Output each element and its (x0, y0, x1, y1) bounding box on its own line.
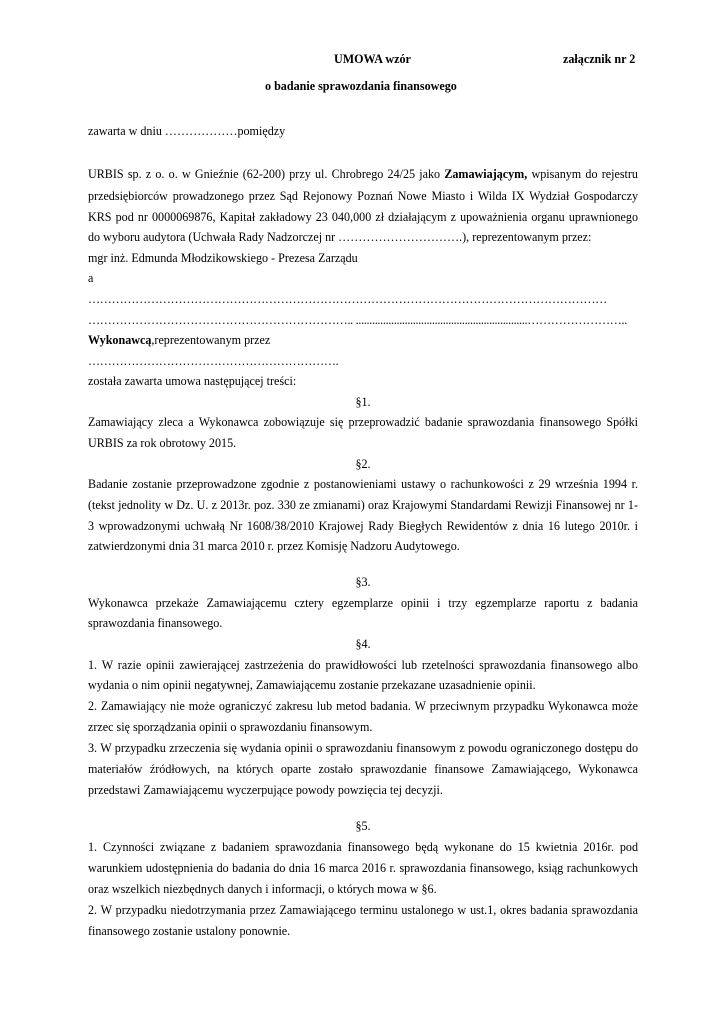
contractor-line (88, 333, 270, 348)
section-5-p1-line2: warunkiem udostępnienia do badania do dnia 16 marca 2016 r. sprawozdania finansowego, ksiąg rachunkowych (88, 861, 638, 875)
section-4-p1-line1: 1. W razie opinii zawierającej zastrzeżenia do prawidłowości lub rzetelności sprawozdania finansowego albo (88, 658, 638, 672)
section-2-heading: §2. (355, 457, 371, 471)
party1-line2: przedsiębiorców prowadzonego przez Sąd Rejonowy Poznań Nowe Miasto i Wilda IX Wydział Gospodarczy (88, 189, 638, 203)
contract-title: UMOWA wzór (334, 52, 411, 66)
section-4-p3-line1: 3. W przypadku zrzeczenia się wydania opinii o sprawozdaniu finansowym z powodu ograniczonego dostępu do (88, 741, 638, 755)
section-5-p1-line1: 1. Czynności związane z badaniem sprawozdania finansowego będą wykonane do 15 kwietnia 2016r. pod (88, 840, 638, 854)
section-4-p3-line2: materiałów źródłowych, na których oparte zostało sprawozdanie finansowe Zamawiającego, Wykonawca (88, 762, 638, 776)
section-5-heading: §5. (355, 819, 371, 833)
blank-line-2: ………………………………………………………….. ...............................................................…………………….. (88, 313, 628, 327)
section-4-p1-line2: wydania o nim opinii negatywnej, Zamawiającemu zostanie przekazane uzasadnienie opinii. (88, 678, 536, 692)
section-2-line3: 3 wprowadzonymi uchwałą Nr 1608/38/2010 Krajowej Rady Biegłych Rewidentów z dnia 16 lutego 2010r. i (88, 519, 638, 533)
concluded-line: została zawarta umowa następującej treści: (88, 374, 297, 388)
party1-representative: mgr inż. Edmunda Młodzikowskiego - Prezesa Zarządu (88, 251, 358, 265)
party1-line1-text: URBIS sp. z o. o. w Gnieźnie (62-200) przy ul. Chrobrego 24/25 jako (88, 167, 445, 181)
blank-line-3: ………………………………………………………. (88, 354, 339, 368)
party1-line1-tail: wpisanym do rejestru (527, 167, 638, 181)
contract-subtitle: o badanie sprawozdania finansowego (265, 79, 457, 93)
section-1-line2: URBIS za rok obrotowy 2015. (88, 436, 237, 450)
section-4-p2-line1: 2. Zamawiający nie może ograniczyć zakresu lub metod badania. W przeciwnym przypadku Wykonawca może (88, 699, 638, 713)
section-2-line2: (tekst jednolity w Dz. U. z 2013r. poz. 330 ze zmianami) oraz Krajowymi Standardami Rewizji Finansowej nr 1- (88, 498, 638, 512)
section-2-line1: Badanie zostanie przeprowadzone zgodnie z postanowieniami ustawy o rachunkowości z 29 września 1994 r. (88, 477, 638, 491)
section-1-heading: §1. (355, 395, 371, 409)
section-5-p1-line3: oraz wszelkich niezbędnych danych i informacji, o których mowa w §6. (88, 882, 437, 896)
section-2-line4: zatwierdzonymi dnia 31 marca 2010 r. przez Komisję Nadzoru Audytowego. (88, 539, 460, 553)
section-1-line1: Zamawiający zleca a Wykonawca zobowiązuje się przeprowadzić badanie sprawozdania finansowego Spółki (88, 415, 638, 429)
section-4-p3-line3: przedstawi Zamawiającemu wyczerpujące powody powzięcia tej decyzji. (88, 783, 443, 797)
party1-line1 (88, 167, 638, 182)
contractor-represented: ,reprezentowanym przez (151, 333, 271, 347)
conjunction-and: a (88, 271, 94, 285)
section-3-line2: sprawozdania finansowego. (88, 616, 223, 630)
section-5-p2-line1: 2. W przypadku niedotrzymania przez Zamawiającego terminu ustalonego w ust.1, okres badania sprawozdania (88, 903, 638, 917)
section-4-p2-line2: zrzec się sporządzania opinii o sprawozdaniu finansowym. (88, 720, 373, 734)
contractor-role: Wykonawcą (88, 333, 152, 347)
party1-line4: do wyboru audytora (Uchwała Rady Nadzorczej nr ………………………….), reprezentowanym przez: (88, 230, 592, 244)
date-line: zawarta w dniu ………………pomiędzy (88, 124, 286, 138)
attachment-label: załącznik nr 2 (563, 52, 636, 66)
blank-line-1: …………………………………………………………………………………………………………………… (88, 292, 607, 306)
section-5-p2-line2: finansowego zostanie ustalony ponownie. (88, 924, 291, 938)
section-3-line1: Wykonawca przekaże Zamawiającemu cztery egzemplarze opinii i trzy egzemplarze raportu z badania (88, 596, 638, 610)
party1-ordering-role: Zamawiającym, (444, 167, 528, 181)
section-3-heading: §3. (355, 575, 371, 589)
section-4-heading: §4. (355, 637, 371, 651)
party1-line3: KRS pod nr 0000069876, Kapitał zakładowy 23 040,000 zł działającym z upoważnienia organu uprawnionego (88, 210, 638, 224)
